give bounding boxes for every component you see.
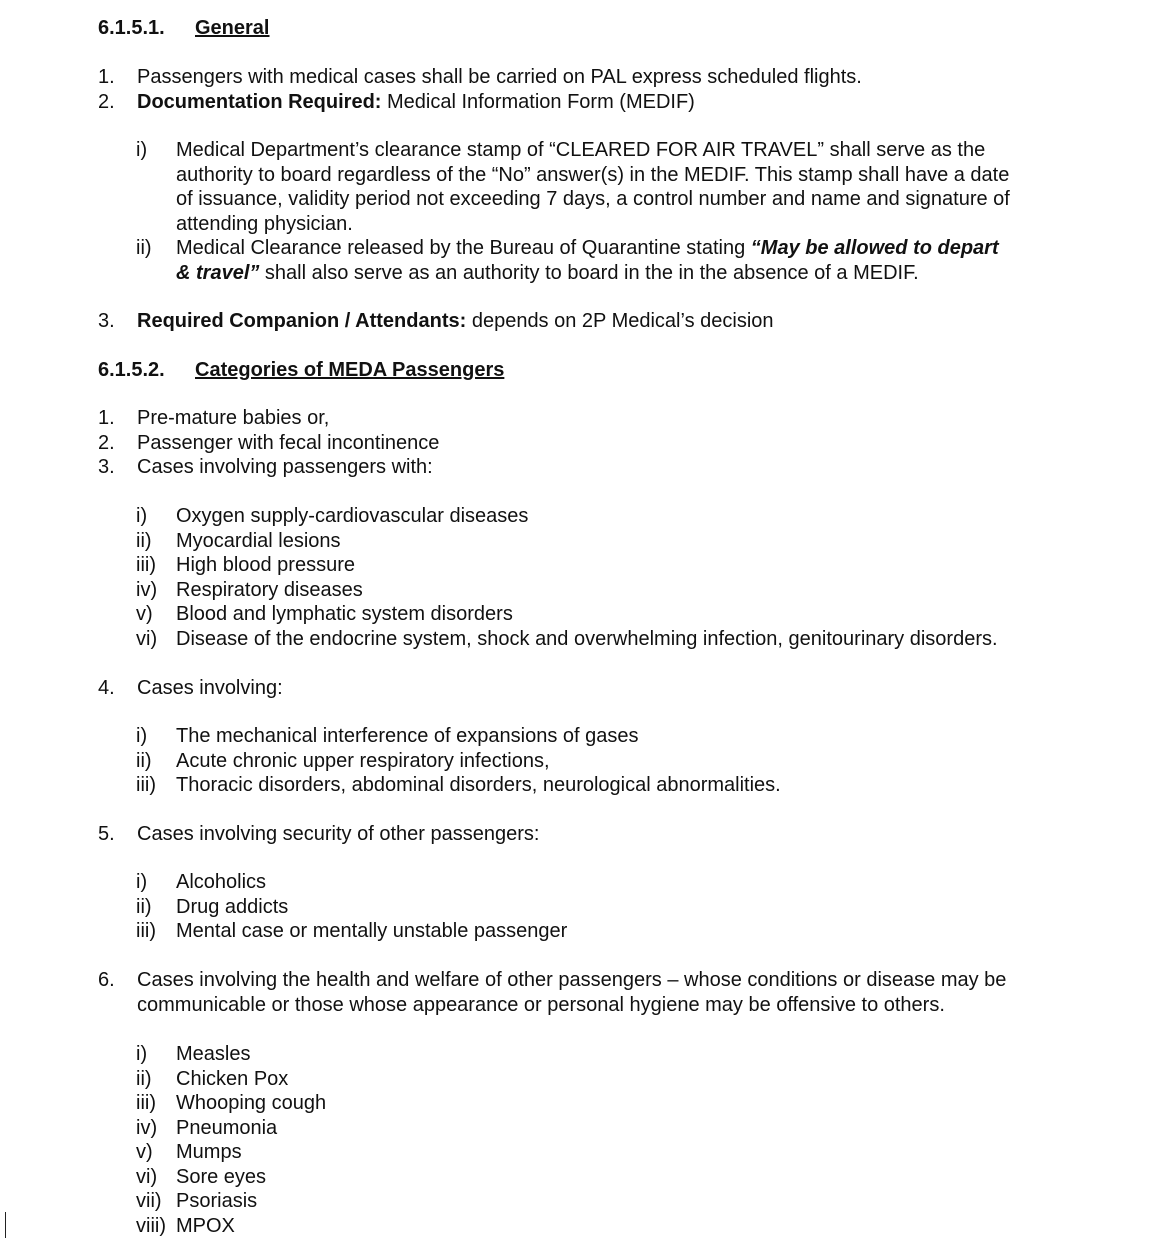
sub-list-number: iii)	[136, 554, 156, 576]
sub-list-number: ii)	[136, 896, 152, 918]
list-item: Passenger with fecal incontinence	[137, 432, 440, 454]
sub-list-item: Mumps	[176, 1141, 242, 1163]
sub-list-number: i)	[136, 871, 148, 893]
section-title: General	[195, 17, 270, 39]
sub-list-item: Oxygen supply-cardiovascular diseases	[176, 505, 529, 527]
list-number: 5.	[98, 823, 115, 845]
list-number: 4.	[98, 677, 115, 699]
sub-list-number: vi)	[136, 628, 158, 650]
list-item: Passengers with medical cases shall be carried on PAL express scheduled flights.	[137, 66, 862, 88]
sub-list-number: i)	[136, 1043, 148, 1065]
sub-list-line: of issuance, validity period not exceeding 7 days, a control number and name and signature of	[176, 188, 1010, 210]
list-item: Cases involving passengers with:	[137, 456, 433, 478]
sub-list-text: Medical Clearance released by the Bureau of Quarantine stating	[176, 237, 751, 259]
list-number: 2.	[98, 432, 115, 454]
sub-list-item: Psoriasis	[176, 1190, 258, 1212]
sub-list-number: i)	[136, 505, 148, 527]
list-item: Pre-mature babies or,	[137, 407, 330, 429]
section-number: 6.1.5.1.	[98, 17, 165, 39]
sub-list-line: authority to board regardless of the “No” answer(s) in the MEDIF. This stamp shall have a date	[176, 164, 1010, 186]
sub-list-item: MPOX	[176, 1215, 235, 1237]
list-item: Cases involving security of other passengers:	[137, 823, 540, 845]
list-item-line: communicable or those whose appearance or personal hygiene may be offensive to others.	[137, 994, 945, 1016]
list-item-text: Medical Information Form (MEDIF)	[381, 91, 695, 113]
sub-list-item: Respiratory diseases	[176, 579, 363, 601]
list-number: 2.	[98, 91, 115, 113]
sub-list-line	[176, 261, 919, 285]
sub-list-number: iii)	[136, 774, 156, 796]
section-number: 6.1.5.2.	[98, 359, 165, 381]
sub-list-number: i)	[136, 725, 148, 747]
sub-list-line	[176, 236, 999, 260]
sub-list-item: Blood and lymphatic system disorders	[176, 603, 513, 625]
sub-list-item: Chicken Pox	[176, 1068, 289, 1090]
sub-list-item: Sore eyes	[176, 1166, 267, 1188]
sub-list-item: Measles	[176, 1043, 251, 1065]
sub-list-number: v)	[136, 603, 153, 625]
sub-list-item: High blood pressure	[176, 554, 355, 576]
sub-list-item: Acute chronic upper respiratory infections,	[176, 750, 550, 772]
list-item	[137, 90, 695, 114]
sub-list-item: Disease of the endocrine system, shock and overwhelming infection, genitourinary disorders.	[176, 628, 998, 650]
sub-list-item: The mechanical interference of expansions of gases	[176, 725, 639, 747]
list-item-lead: Documentation Required:	[137, 91, 382, 113]
sub-list-number: ii)	[136, 237, 152, 259]
sub-list-line: Medical Department’s clearance stamp of “CLEARED FOR AIR TRAVEL” shall serve as the	[176, 139, 986, 161]
quoted-emphasis: “May be allowed to depart	[750, 237, 999, 259]
sub-list-item: Pneumonia	[176, 1117, 278, 1139]
sub-list-item: Drug addicts	[176, 896, 289, 918]
sub-list-item: Myocardial lesions	[176, 530, 341, 552]
sub-list-item: Thoracic disorders, abdominal disorders, neurological abnormalities.	[176, 774, 781, 796]
sub-list-number: iii)	[136, 1092, 156, 1114]
sub-list-number: viii)	[136, 1215, 166, 1237]
sub-list-number: i)	[136, 139, 148, 161]
list-item: Cases involving:	[137, 677, 283, 699]
sub-list-number: vi)	[136, 1166, 158, 1188]
list-item-lead: Required Companion / Attendants:	[137, 310, 467, 332]
list-item-line: Cases involving the health and welfare of other passengers – whose conditions or disease may be	[137, 969, 1007, 991]
sub-list-number: ii)	[136, 530, 152, 552]
list-number: 6.	[98, 969, 115, 991]
sub-list-line: attending physician.	[176, 213, 353, 235]
sub-list-number: ii)	[136, 750, 152, 772]
quoted-emphasis: & travel”	[176, 262, 260, 284]
sub-list-number: ii)	[136, 1068, 152, 1090]
section-title: Categories of MEDA Passengers	[195, 359, 505, 381]
sub-list-number: iii)	[136, 920, 156, 942]
sub-list-item: Alcoholics	[176, 871, 267, 893]
sub-list-item: Whooping cough	[176, 1092, 327, 1114]
list-number: 1.	[98, 407, 115, 429]
sub-list-text: shall also serve as an authority to board in the in the absence of a MEDIF.	[259, 262, 919, 284]
list-number: 3.	[98, 456, 115, 478]
sub-list-item: Mental case or mentally unstable passenger	[176, 920, 568, 942]
sub-list-number: v)	[136, 1141, 153, 1163]
sub-list-number: vii)	[136, 1190, 162, 1212]
list-number: 3.	[98, 310, 115, 332]
list-number: 1.	[98, 66, 115, 88]
text-cursor	[5, 1212, 6, 1238]
sub-list-number: iv)	[136, 1117, 158, 1139]
sub-list-number: iv)	[136, 579, 158, 601]
list-item	[137, 309, 774, 333]
list-item-text: depends on 2P Medical’s decision	[466, 310, 774, 332]
